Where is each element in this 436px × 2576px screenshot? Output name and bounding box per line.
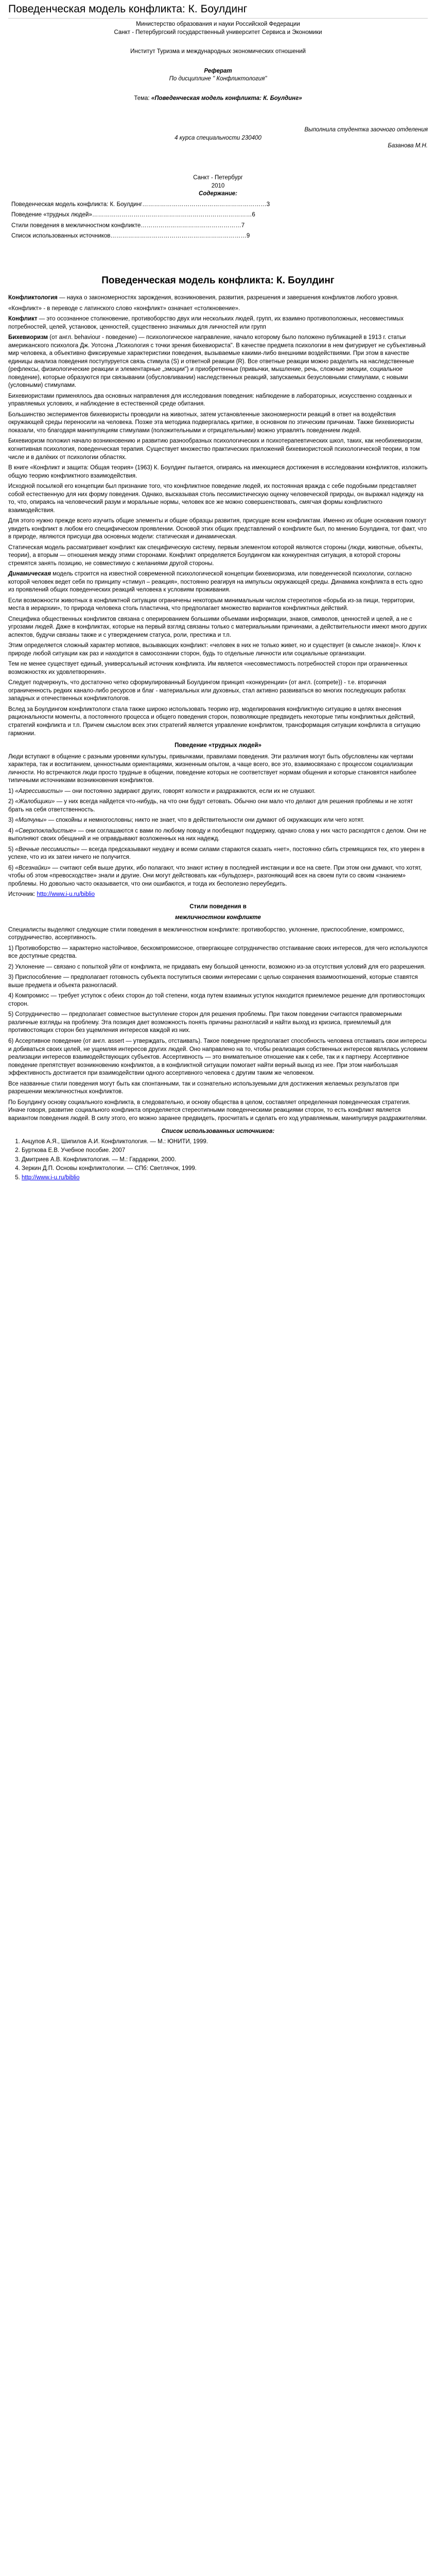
item-name: «Всезнайки» xyxy=(15,865,51,871)
paragraph: По Боулдингу основу социального конфликта, в следовательно, и основу общества в целом, составляет определенная поведенческая стратегия. Иначе говоря, развитие социального конфликта определяется стереотипными поведенческими реакциями сторон, то есть конфликт является вариантом поведения людей. В силу этого, его можно заранее предвидеть, просчитать и сделать его ход управляемым, манипулируя раздражителями. xyxy=(8,1099,427,1122)
paragraph: Люди вступают в общение с разными уровнями культуры, привычками, правилами поведения. Эти различия могут быть обусловлены как чертами характера, так и воспитанием, ценностными ориентациями, жизненным опытом, а чаще всего, все это, взаимосвязано с процессом социализации личности. Но встречаются люди просто трудные в общении, поведение которых не соответствует нормам общения и которые становятся наиболее типичными источниками возникновения конфликтов. xyxy=(8,753,416,784)
year-line: 2010 xyxy=(211,182,225,189)
item-number: 4) xyxy=(8,827,15,834)
list-item xyxy=(8,817,428,825)
paragraph-text: Тем не менее существует единый, универсальный источник конфликта. Им является «несовместимость потребностей сторон при ограниченных возможностях их удовлетворения». xyxy=(8,661,408,675)
toc-item[interactable]: Поведение «трудных людей»………………………………………………………………………6 xyxy=(11,212,255,218)
paragraph xyxy=(8,393,428,409)
paragraph-lead: Конфликт xyxy=(8,316,38,323)
contents-title: Содержание: xyxy=(199,191,237,197)
list-item: 3) Приспособление — предполагает готовность субъекта поступиться своими интересами с целью сохранения взаимоотношений, которые ставятся выше предмета и объекта разногласий. xyxy=(8,974,418,989)
author-line: Базанова М.Н. xyxy=(388,143,428,149)
city-line: Санкт - Петербург xyxy=(193,174,243,181)
item-number: 5) xyxy=(8,846,15,853)
table-of-contents xyxy=(11,201,351,241)
paragraph-text: Специфика общественных конфликтов связана с оперированием большими объемами информации, знаков, символов, ценностей и целей, а не с угрозами людей. Даже в конфликтах, которые на первый взгляд связаны только с материальными причинами, а действительности имеют много других аспектов, будучи связаны также и с утверждением статуса, роли, престижа и т.п. xyxy=(8,616,427,638)
list-item: 2) Уклонение — связано с попыткой уйти от конфликта, не придавать ему большой ценности, возможно из-за отсутствия условий для его разрешения. xyxy=(8,963,426,970)
item-name: «Молчуны» xyxy=(15,817,47,824)
paragraph xyxy=(8,570,428,595)
paragraph-lead: Динамическая xyxy=(8,571,51,578)
paragraph xyxy=(8,706,428,738)
list-item: 6) Ассертивное поведение (от англ. assert — утверждать, отстаивать). Такое поведение предполагает способность человека отстаивать свои интересы и добиваться своих целей, не ущемляя интересов других людей. Оно направлено на то, чтобы реализация собственных интересов являлась условием реализации интересов взаимодействующих субъектов. Ассертивность — это внимательное отношение как к себе, так и к партнеру. Ассертивное поведение препятствует возникновению конфликтов, а в конфликтной ситуации помогает найти верный выход из нее. При этом наибольшая эффективность достигается при взаимодействии одного ассертивного человека с другим таким же человеком. xyxy=(8,1038,428,1077)
paragraph-text: Если возможности животных в конфликтной ситуации ограничены некоторым минимальным числом стереотипов «борьба из-за пищи, территории, места в иерархии», то природа человека столь пластична, что предполагает множество вариантов конфликтных действий. xyxy=(8,597,415,612)
list-item: 4) Компромисс — требует уступок с обеих сторон до той степени, когда путем взаимных уступок находится приемлемое решение для противостоящих сторон. xyxy=(8,993,425,1007)
paragraph-text: Исходной посылкой его концепции был признание того, что конфликтное поведение людей, их постоянная вражда с себе подобными представляет собой естественную для них форму поведения. Однако, высказывая столь пессимистическую оценку человеческой природы, он выражал надежду на то, что, опираясь на человеческий разум и моральные нормы, человек все же можно совершенствовать, смягчая формы конфликтного взаимодействия. xyxy=(8,483,424,514)
styles-subtitle: межличностном конфликте xyxy=(175,914,261,921)
paragraph-text: В книге «Конфликт и защита: Общая теория» (1963) К. Боулдинг пытается, опираясь на имеющиеся достижения в исследовании конфликтов, изложить общую теорию конфликтного взаимодействия. xyxy=(8,465,428,479)
topic-text: «Поведенческая модель конфликта: К. Боулдинг» xyxy=(151,95,302,101)
paragraph xyxy=(8,483,428,515)
paragraph-text: — это осознанное столкновение, противоборство двух или нескольких людей, групп, их взаимно противоположных, несовместимых потребностей, целей, установок, ценностей, существенно значимых для личностей или групп xyxy=(8,316,404,330)
reference-item: 4. Зеркин Д.П. Основы конфликтологии. — СПб: Светлячок, 1999. xyxy=(22,1165,428,1173)
toc-item[interactable]: Поведенческая модель конфликта: К. Боулдинг………………………………………………………3 xyxy=(11,201,270,208)
paragraph-text: Этим определяется сложный характер мотивов, вызывающих конфликт: «человек в них не только живет, но и существует (в смысле знаков)». Ключ к природе любой ситуации как раз и находится в самосознании сторон, будь то отдельные личности или социальные организации. xyxy=(8,642,421,657)
source-prefix: Источник: xyxy=(8,891,37,898)
performed-line: Выполнила студентка заочного отделения xyxy=(304,127,428,133)
item-desc: — всегда предсказывают неудачу и всеми силами стараются сказать «нет», постоянно сбить стремящихся тех, кто уверен в успехе, что из их затеи ничего не получится. xyxy=(8,846,425,861)
paragraph-text: Статическая модель рассматривает конфликт как специфическую систему, первым элементом которой являются стороны (люди, животные, объекты, теории), а вторым — отношения между этими сторонами. Конфликт определяется Боулдингом как конкурентная ситуация, в которой стороны стремятся занять позицию, не совместимую с желаниями другой стороны. xyxy=(8,544,423,567)
paragraph-lead: Конфликтология xyxy=(8,295,58,301)
paragraph-text: модель строится на известной современной психологической концепции бихевиоризма, или поведенческой психологии, согласно которой человек ведет себя по принципу «стимул – реакция», постоянно реагируя на импульсы окружающей среды. Динамика конфликта в есть одно из проявлений общих поведенческих реакций человека к условиям проживания. xyxy=(8,571,423,594)
item-desc: — они соглашаются с вами по любому поводу и пообещают поддержку, однако слова у них часто расходятся с делом. Они не выполняют своих обещаний и не оправдывают возложенных на них надежд. xyxy=(8,827,427,842)
paragraph-text: «Конфликт» - в переводе с латинского слово «конфликт» означает «столкновение». xyxy=(8,305,240,312)
paragraph-lead: Бихевиоризм xyxy=(8,334,48,341)
paragraph xyxy=(8,544,428,568)
item-number: 3) xyxy=(8,817,15,824)
list-item xyxy=(8,846,428,862)
topic-prefix: Тема: xyxy=(134,95,151,101)
section-title: Поведенческая модель конфликта: К. Боулдинг xyxy=(101,275,335,286)
course-line: 4 курса специальности 230400 xyxy=(175,134,261,141)
item-desc: — считают себя выше других, ибо полагают, что знают истину в последней инстанции и все на свете. При этом они думают, что хотят, чтобы об этом «превосходстве» знали и другие. Они могут действовать как «бульдозер», разгоняющий всех на своем пути со своим «знанием» проблемы. Но довольно часто оказывается, что они ошибаются, и тогда их бесполезно переубедить. xyxy=(8,865,422,887)
paragraph-text: Вслед за Боулдингом конфликтологи стала также широко использовать теорию игр, моделирования конфликтную ситуацию в целях внесения рациональности моменты, а постоянного процесса и общего поведения сторон, позволяющие предвидеть некоторые типы конфликтных действий, стратегий конфликта и т.п. Причем смыслом всех этих стратегий является управление конфликтом, трансформация ситуации конфликта в ситуацию гармонии. xyxy=(8,706,421,737)
reference-item: 3. Дмитриев А.В. Конфликтология. — М.: Гардарики, 2000. xyxy=(22,1156,428,1164)
paragraph-text: Бихевиористами применялось два основных направления для исследования поведения: наблюдение в лабораторных, искусственно созданных и управляемых условиях, и наблюдение в естественной среде обитания. xyxy=(8,393,412,408)
item-name: «Агрессивисты» xyxy=(15,788,63,794)
item-name: «Вечные пессимисты» xyxy=(15,846,80,853)
item-desc: — спокойны и немногословны; никто не знает, что в действительности они думают об окружающих или чего хотят. xyxy=(46,817,364,824)
page-title: Поведенческая модель конфликта: К. Боулдинг xyxy=(8,2,428,19)
source-link[interactable]: http://www.i-u.ru/biblio xyxy=(37,891,95,898)
paragraph-text: Большинство экспериментов бихевиористы проводили на животных, затем установленные закономерности реакций в ответ на воздействия окружающей среды переносили на человека. Позже эта методика подвергалась критике, в основном по этическим причинам. Также бихевиористы показали, что благодаря манипуляциям стимулами (положительными и отрицательными) можно управлять поведением людей. xyxy=(8,411,414,434)
references-title: Список использованных источников: xyxy=(161,1128,275,1135)
university-line: Санкт - Петербургский государственный университет Сервиса и Экономики xyxy=(114,29,322,36)
references-list xyxy=(8,1138,428,1182)
ministry-line: Министерство образования и науки Российской Федерации xyxy=(136,21,300,28)
list-item xyxy=(8,827,428,843)
reference-item xyxy=(22,1174,428,1182)
item-name: «Жалобщики» xyxy=(15,799,55,805)
paragraph xyxy=(8,616,428,640)
paragraph xyxy=(8,464,428,480)
item-desc: — они постоянно задирают других, говорят колкости и раздражаются, если их не слушают. xyxy=(63,788,316,794)
paragraph xyxy=(8,642,428,658)
paragraph-text: Следует подчеркнуть, что достаточно четко сформулированный Боулдингом принцип «конкуренции» (от англ. (compete)) - т.е. вторичная ограниченность редких канало-либо ресурсов и благ - материальных или духовных, стал активно развиваться во многих последующих работах западных и отечественных конфликтологов. xyxy=(8,680,406,702)
source-line xyxy=(8,891,428,899)
list-item xyxy=(8,865,428,889)
list-item: 1) Противоборство — характерно настойчивое, бескомпромиссное, отвергающее сотрудничество отстаивание своих интересов, для чего используются все доступные средства. xyxy=(8,945,428,960)
paragraph xyxy=(8,597,428,613)
item-number: 6) xyxy=(8,865,15,871)
paragraph xyxy=(8,517,428,541)
toc-item[interactable]: Список использованных источников……………………………………………………………9 xyxy=(11,233,250,240)
work-type: Реферат xyxy=(204,67,232,74)
reference-item: 1. Анцупов А.Я., Шипилов А.И. Конфликтология. — М.: ЮНИТИ, 1999. xyxy=(22,1138,428,1146)
paragraph xyxy=(8,437,428,462)
item-number: 2) xyxy=(8,799,15,805)
item-name: «Сверхпокладистые» xyxy=(15,827,77,834)
paragraph-text: — наука о закономерностях зарождения, возникновения, развития, разрешения и завершения конфликтов любого уровня. xyxy=(57,295,399,301)
discipline-line: По дисциплине " Конфликтология" xyxy=(169,76,267,82)
styles-title: Стили поведения в xyxy=(189,903,247,910)
reference-item: 2. Бурткова Е.В. Учебное пособие. 2007 xyxy=(22,1147,428,1155)
paragraph xyxy=(8,294,428,302)
reference-link[interactable]: http://www.i-u.ru/biblio xyxy=(22,1174,80,1181)
paragraph: Специалисты выделяют следующие стили поведения в межличностном конфликте: противоборство, уклонение, приспособление, компромисс, сотрудничество, ассертивность. xyxy=(8,926,405,941)
styles-list xyxy=(8,945,428,1078)
item-number: 1) xyxy=(8,788,15,794)
paragraph xyxy=(8,334,428,390)
paragraph-text: Бихевиоризм положил начало возникновению и развитию разнообразных психологических и психотерапевтических школ, таких, как необихевиоризм, когнитивная психология, поведенческая терапия. Существует множество практических приложений бихевиористской психологической теории, в том числе и в далёких от психологии областях. xyxy=(8,438,423,461)
paragraph xyxy=(8,679,428,703)
toc-item[interactable]: Стили поведения в межличностном конфликте……………………………………………7 xyxy=(11,222,245,229)
paragraph xyxy=(8,305,428,313)
item-desc: — у них всегда найдется что-нибудь, на что они будут сетовать. Обычно они мало что делают для решения проблемы и не хотят брать на себя ответственность. xyxy=(8,799,413,813)
institute-line: Институт Туризма и международных экономических отношений xyxy=(130,48,306,55)
paragraph-text: (от англ. behaviour - поведение) — психологическое направление, начало которому было положено публикацией в 1913 г. статьи американского психолога Дж. Уотсона „Психология с точки зрения бихевиориста". В качестве предмета психологии в нем фигурирует не субъективный мир человека, а объективно фиксируемые характеристики поведения, вызываемые какими-либо внешними воздействиями. При этом в качестве единицы анализа поведения поступуруется связь стимула (S) и ответной реакции (R). Все ответные реакции можно разделить на наследственные (рефлексы, физиологические реакции и элементарные „эмоции") и приобретенные (привычки, мышление, речь, сложные эмоции, социальное поведение), которые образуются при связывании (обусловливании) наследственных реакций, запускаемых безусловными стимулами, с новыми (условными) стимулами. xyxy=(8,334,426,389)
paragraph xyxy=(8,411,428,435)
paragraph xyxy=(8,315,428,331)
paragraph-text: Для этого нужно прежде всего изучить общие элементы и общие образцы развития, присущие всем конфликтам. Именно их общие основания помогут увидеть конфликт в любом его специфическом проявлении. Основой этих общих представлений о конфликте был, по мнению Боулдинга, тот факт, что в природе, являются присущи два основных модели: статическая и динамическая. xyxy=(8,518,427,540)
list-item: 5) Сотрудничество — предполагает совместное выступление сторон для решения проблемы. При таком поведении считаются правомерными различные взгляды на проблему. Эта позиция дает возможность понять причины разногласий и найти выход из кризиса, приемлемый для противостоящих сторон без ущемления интересов каждой из них. xyxy=(8,1011,402,1034)
topic-line xyxy=(8,95,428,103)
difficult-people-title: Поведение «трудных людей» xyxy=(175,742,261,749)
list-item xyxy=(8,788,428,796)
difficult-types-list xyxy=(8,788,428,899)
list-item xyxy=(8,798,428,814)
paragraph: Все названные стили поведения могут быть как спонтанными, так и сознательно используемыми для достижения желаемых результатов при разрешении межличностных конфликтов. xyxy=(8,1080,399,1095)
main-body xyxy=(8,294,428,738)
paragraph xyxy=(8,660,428,676)
